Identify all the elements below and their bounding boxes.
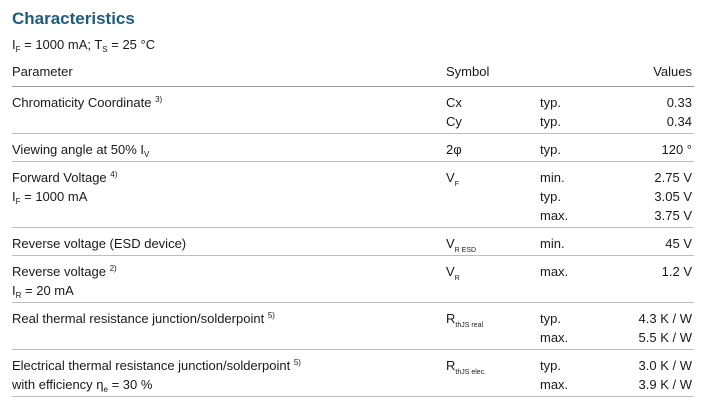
symbol-subscript: R ESD [454, 247, 477, 254]
parameter-condition: = 30 % [107, 377, 153, 392]
value-type: max. [540, 208, 569, 223]
value-type: typ. [540, 95, 561, 110]
parameter-condition: = 20 mA [21, 283, 74, 298]
section-title: Characteristics [12, 9, 135, 28]
value-type: typ. [540, 114, 561, 129]
values-column-header: Values [653, 64, 692, 79]
footnote-ref: 5) [267, 311, 275, 320]
footnote-ref: 5) [293, 358, 301, 367]
table-group [12, 256, 694, 303]
symbol-cell [446, 140, 462, 159]
table-group [12, 228, 694, 256]
value-rows [12, 134, 694, 161]
symbol-cell [446, 112, 462, 131]
value-cell: 45 V [665, 236, 692, 251]
value-type: typ. [540, 311, 561, 326]
ts-value: = 25 °C [107, 37, 156, 52]
value-rows [12, 350, 694, 396]
value-type: min. [540, 236, 565, 251]
characteristics-section [12, 8, 694, 397]
parameter-text: I [12, 189, 16, 204]
value-type: typ. [540, 358, 561, 373]
value-cell: 3.9 K / W [638, 377, 692, 392]
ts-subscript: S [102, 45, 108, 54]
parameter-subscript: F [15, 197, 21, 206]
symbol-text: Cx [446, 95, 462, 110]
symbol-text: R [446, 311, 456, 326]
value-type: max. [540, 330, 569, 345]
if-value: = 1000 mA; T [20, 37, 103, 52]
symbol-cell [446, 309, 483, 328]
value-cell: 3.75 V [654, 208, 692, 223]
value-cell: 120 ° [661, 142, 692, 157]
table-group [12, 350, 694, 397]
symbol-cell [446, 234, 476, 253]
value-rows [12, 228, 694, 255]
symbol-text: V [446, 236, 455, 251]
table-row [12, 234, 694, 253]
parameter-condition: = 1000 mA [20, 189, 88, 204]
symbol-cell [446, 356, 486, 375]
value-type: min. [540, 170, 565, 185]
value-rows [12, 303, 694, 349]
parameter-text: with efficiency η [12, 377, 104, 392]
parameter-subscript: e [103, 385, 108, 394]
table-row [12, 328, 694, 347]
symbol-subscript: thJS real [455, 322, 484, 329]
if-subscript: F [15, 45, 21, 54]
table-row [12, 356, 694, 375]
parameter-text: Viewing angle at 50% I [12, 142, 145, 157]
value-type: max. [540, 264, 569, 279]
table-group [12, 303, 694, 350]
footnote-ref: 2) [109, 264, 117, 273]
symbol-column-header: Symbol [446, 64, 490, 79]
table-row [12, 112, 694, 131]
value-type: typ. [540, 142, 561, 157]
table-row [12, 206, 694, 225]
characteristics-table [12, 87, 694, 397]
symbol-subscript: F [454, 181, 459, 188]
parameter-text: Forward Voltage [12, 170, 111, 185]
parameter-column-header: Parameter [12, 64, 73, 79]
value-cell: 0.33 [666, 95, 692, 110]
value-rows [12, 162, 694, 227]
symbol-subscript: R [454, 275, 460, 282]
table-row [12, 93, 694, 112]
value-cell: 5.5 K / W [638, 330, 692, 345]
table-group [12, 162, 694, 228]
value-cell: 3.0 K / W [638, 358, 692, 373]
symbol-cell [446, 168, 459, 187]
footnote-ref: 4) [110, 170, 118, 179]
symbol-text: V [446, 170, 455, 185]
table-row [12, 187, 694, 206]
table-group [12, 87, 694, 134]
symbol-text: Cy [446, 114, 462, 129]
table-row [12, 309, 694, 328]
parameter-text: I [12, 283, 16, 298]
symbol-text: V [446, 264, 455, 279]
symbol-cell [446, 93, 462, 112]
parameter-text: Chromaticity Coordinate [12, 95, 156, 110]
table-row [12, 140, 694, 159]
if-symbol: I [12, 37, 16, 52]
symbol-subscript: thJS elec. [455, 369, 487, 376]
symbol-text: 2φ [446, 142, 462, 157]
parameter-text: Real thermal resistance junction/solderpoint [12, 311, 268, 326]
table-row [12, 262, 694, 281]
table-group [12, 134, 694, 162]
value-cell: 2.75 V [654, 170, 692, 185]
parameter-text: Reverse voltage (ESD device) [12, 236, 187, 251]
value-cell: 0.34 [666, 114, 692, 129]
table-header [12, 62, 694, 87]
table-row [12, 281, 694, 300]
parameter-text: Electrical thermal resistance junction/solderpoint [12, 358, 294, 373]
symbol-cell [446, 262, 460, 281]
parameter-subscript: R [15, 291, 22, 300]
value-rows [12, 256, 694, 302]
value-rows [12, 87, 694, 133]
footnote-ref: 3) [155, 95, 163, 104]
value-type: typ. [540, 189, 561, 204]
parameter-text: Reverse voltage [12, 264, 110, 279]
parameter-subscript: V [144, 150, 150, 159]
table-row [12, 375, 694, 394]
table-row [12, 168, 694, 187]
value-cell: 1.2 V [661, 264, 692, 279]
value-cell: 4.3 K / W [638, 311, 692, 326]
test-conditions [12, 36, 694, 54]
symbol-text: R [446, 358, 456, 373]
value-cell: 3.05 V [654, 189, 692, 204]
value-type: max. [540, 377, 569, 392]
